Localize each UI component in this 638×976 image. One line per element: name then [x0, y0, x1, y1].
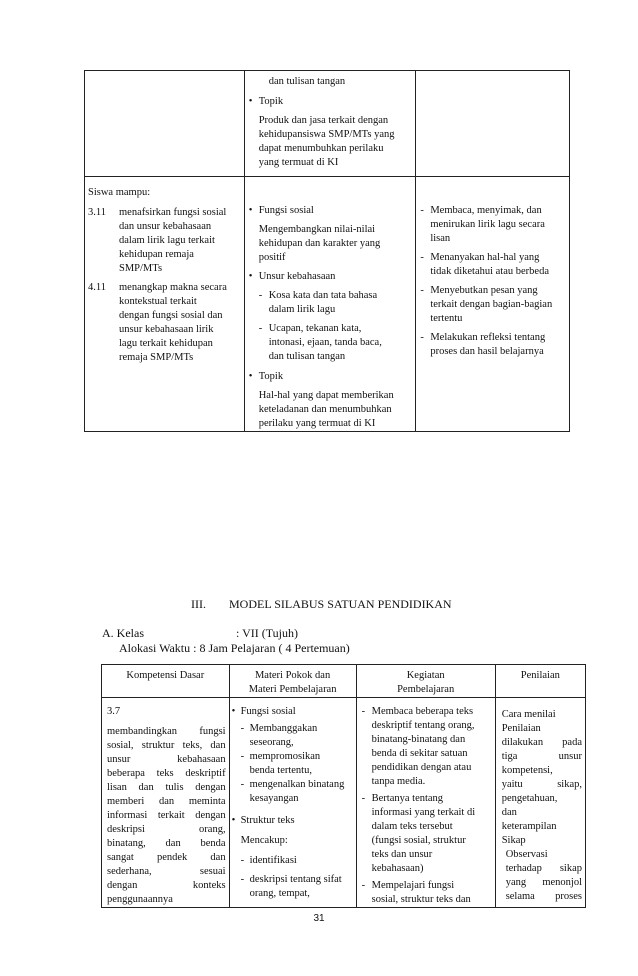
- topik-text: Produk dan jasa terkait dengan kehidupansiswa SMP/MTs yang dapat menumbuhkan perilaku yang termuat di KI: [258, 115, 395, 168]
- bullet-icon: •: [248, 271, 253, 282]
- kegiatan-item: - Mempelajari fungsi sosial, struktur teks dan: [361, 880, 471, 905]
- bullet-icon: •: [248, 205, 253, 216]
- page-number: 31: [313, 913, 325, 924]
- kegiatan-item: - Membaca beberapa teks deskriptif tentang orang, binatang-binatang dan benda di sekitar satuan pendidikan dengan atau tanpa media.: [361, 706, 475, 787]
- bullet-icon: •: [248, 96, 253, 107]
- kegiatan-item: - Menyebutkan pesan yang terkait dengan bagian-bagian tertentu: [420, 285, 553, 324]
- continued-text: dan tulisan tangan: [268, 76, 346, 87]
- syllabus-table: [101, 664, 586, 908]
- alokasi-waktu: Alokasi Waktu : 8 Jam Pelajaran ( 4 Pertemuan): [119, 641, 350, 655]
- kelas-label: A. Kelas: [102, 626, 144, 640]
- cell-kd-3-7: [102, 698, 230, 908]
- penilaian-text: Cara menilai Penilaian dilakukan pada tiga unsur kompetensi, yaitu sikap, pengetahuan, dan keterampilan Sikap: [501, 709, 582, 846]
- struktur-teks-label: Struktur teks: [240, 815, 295, 826]
- kegiatan-item: - Menanyakan hal-hal yang tidak diketahui atau berbeda: [420, 252, 549, 277]
- kd-item-3-11: 3.11 menafsirkan fungsi sosial dan unsur kebahasaan dalam lirik lagu terkait kehidupan remaja SMP/MTs: [88, 207, 227, 274]
- kegiatan-item: - Bertanya tentang informasi yang terkait di dalam teks tersebut (fungsi sosial, struktur teks dan unsur kebahasaan): [361, 793, 476, 874]
- fungsi-item: - mengenalkan binatang kesayangan: [240, 779, 345, 804]
- observasi-text: Observasi terhadap sikap yang menonjol selama proses: [505, 849, 582, 902]
- unsur-kebahasaan-label: Unsur kebahasaan: [258, 271, 336, 282]
- topik-label: Topik: [258, 371, 284, 382]
- cell-materi-3-7: [229, 698, 356, 908]
- kelas-value: : VII (Tujuh): [236, 626, 299, 640]
- fungsi-sosial-label: Fungsi sosial: [258, 205, 314, 216]
- siswa-mampu: Siswa mampu:: [88, 187, 151, 198]
- cell-empty-kegiatan: [416, 71, 570, 177]
- fungsi-sosial-label: Fungsi sosial: [240, 706, 296, 717]
- section-number: III.: [191, 597, 206, 611]
- cell-kompetensi-dasar: [85, 177, 245, 432]
- cell-kegiatan-pembelajaran: [416, 177, 570, 432]
- cell-penilaian-3-7: [495, 698, 585, 908]
- unsur-item: - Ucapan, tekanan kata, intonasi, ejaan, tanda baca, dan tulisan tangan: [258, 323, 382, 362]
- header-materi-pokok: Materi Pokok dan Materi Pembelajaran: [229, 665, 356, 698]
- kegiatan-item: - Melakukan refleksi tentang proses dan hasil belajarnya: [420, 332, 546, 357]
- fungsi-item: - Membanggakan seseorang,: [240, 723, 318, 748]
- bullet-icon: •: [231, 815, 236, 826]
- kd-text: membandingkan fungsi sosial, struktur teks, dan unsur kebahasaan beberapa teks deskriptif lisan dan tulis dengan memberi dan meminta informasi terkait dengan deskripsi orang, binatang, dan benda sangat pendek dan sederhana, sesuai dengan konteks penggunaannya: [107, 726, 226, 905]
- header-kompetensi-dasar: Kompetensi Dasar: [102, 665, 230, 698]
- cell-kegiatan-3-7: [356, 698, 495, 908]
- topik-text: Hal-hal yang dapat memberikan keteladanan dan menumbuhkan perilaku yang termuat di KI: [258, 390, 394, 429]
- fungsi-item: - mempromosikan benda tertentu,: [240, 751, 321, 776]
- mencakup-label: Mencakup:: [240, 835, 288, 846]
- section-title: MODEL SILABUS SATUAN PENDIDIKAN: [229, 597, 452, 611]
- bullet-icon: •: [248, 371, 253, 382]
- header-penilaian: Penilaian: [495, 665, 585, 698]
- struktur-item: - identifikasi: [240, 855, 297, 866]
- cell-empty-kd: [85, 71, 245, 177]
- struktur-item: - deskripsi tentang sifat orang, tempat,: [240, 874, 342, 899]
- unsur-item: - Kosa kata dan tata bahasa dalam lirik lagu: [258, 290, 378, 315]
- header-kegiatan: Kegiatan Pembelajaran: [356, 665, 495, 698]
- cell-materi-continued: [244, 71, 416, 177]
- kd-item-4-11: 4.11 menangkap makna secara kontekstual terkait dengan fungsi sosial dan unsur kebahasaan lirik lagu terkait kehidupan remaja SMP/MTs: [88, 282, 227, 363]
- kd-number: 3.7: [107, 706, 121, 717]
- kegiatan-item: - Membaca, menyimak, dan menirukan lirik lagu secara lisan: [420, 205, 545, 244]
- cell-materi-pembelajaran: [244, 177, 416, 432]
- syllabus-table-continued: [84, 70, 570, 432]
- fungsi-sosial-text: Mengembangkan nilai-nilai kehidupan dan karakter yang positif: [258, 224, 381, 263]
- topik-label: Topik: [258, 96, 284, 107]
- bullet-icon: •: [231, 706, 236, 717]
